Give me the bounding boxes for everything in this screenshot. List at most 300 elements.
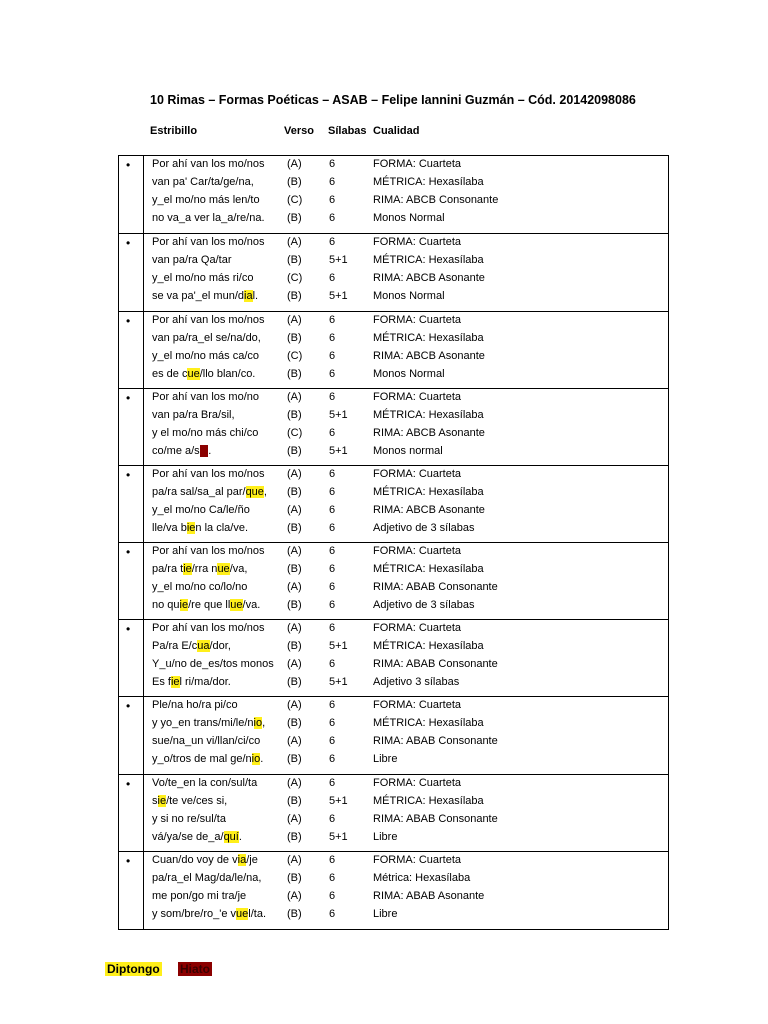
verse-segment: van pa/ra Bra/sil, [152, 409, 235, 421]
verse-row [119, 795, 668, 813]
bullet-icon: • [126, 314, 131, 328]
stanza [119, 388, 668, 466]
verse-text [152, 504, 250, 516]
quality-text: FORMA: Cuarteta [373, 854, 462, 866]
verse-segment: /va. [242, 599, 261, 611]
verse-segment: /llo blan/co. [199, 368, 256, 380]
syllable-count: 6 [329, 176, 336, 188]
verse-segment: y yo_en trans/mi/le/n [152, 717, 254, 729]
verse-segment: /rra n [191, 563, 218, 575]
diptongo-highlight: ie [170, 676, 180, 688]
rhyme-label: (B) [287, 908, 302, 920]
verse-segment: . [260, 753, 264, 765]
verse-row [119, 272, 668, 290]
stanza [119, 156, 668, 233]
syllable-count: 5+1 [329, 290, 348, 302]
diptongo-highlight: ia [244, 290, 253, 302]
quality-text: Monos Normal [373, 290, 445, 302]
syllable-count: 6 [329, 272, 336, 284]
header-cualidad: Cualidad [373, 125, 420, 137]
verse-segment: pa/ra sal/sa_al par/ [152, 486, 246, 498]
verse-segment: Es f [152, 676, 171, 688]
rhyme-label: (B) [287, 176, 302, 188]
quality-text: MÉTRICA: Hexasílaba [373, 176, 484, 188]
verse-text [152, 468, 265, 480]
verse-text [152, 753, 263, 765]
verse-row [119, 831, 668, 849]
rhyme-label: (B) [287, 831, 302, 843]
syllable-count: 6 [329, 504, 336, 516]
diptongo-highlight: ua [197, 640, 210, 652]
rhyme-label: (B) [287, 486, 302, 498]
rhyme-label: (A) [287, 890, 302, 902]
quality-text: MÉTRICA: Hexasílaba [373, 254, 484, 266]
verse-segment: Ple/na ho/ra pi/co [152, 699, 238, 711]
bullet-icon: • [126, 545, 131, 559]
bullet-icon: • [126, 391, 131, 405]
rhyme-label: (A) [287, 854, 302, 866]
syllable-count: 6 [329, 332, 336, 344]
quality-text: MÉTRICA: Hexasílaba [373, 409, 484, 421]
verse-segment: Por ahí van los mo/nos [152, 622, 265, 634]
syllable-count: 6 [329, 486, 336, 498]
diptongo-highlight: quí [223, 831, 239, 843]
rhyme-label: (A) [287, 236, 302, 248]
verse-segment: lle/va b [152, 522, 187, 534]
verse-text [152, 872, 261, 884]
verse-segment: Por ahí van los mo/nos [152, 468, 265, 480]
verse-segment: , [262, 717, 266, 729]
verse-segment: me pon/go mi tra/je [152, 890, 247, 902]
diptongo-highlight: que [245, 486, 264, 498]
syllable-count: 6 [329, 158, 336, 170]
stanza [119, 696, 668, 775]
verse-text [152, 158, 265, 170]
quality-text: RIMA: ABCB Asonante [373, 427, 485, 439]
diptongo-highlight: ue [217, 563, 230, 575]
quality-text: Libre [373, 908, 398, 920]
verse-segment: Por ahí van los mo/nos [152, 158, 265, 170]
verse-segment: y_o/tros de mal ge/n [152, 753, 252, 765]
rhyme-label: (A) [287, 468, 302, 480]
verse-segment: y el mo/no más chi/co [152, 427, 259, 439]
syllable-count: 6 [329, 753, 336, 765]
stanza [119, 465, 668, 543]
diptongo-highlight: io [253, 717, 263, 729]
syllable-count: 6 [329, 777, 336, 789]
quality-text: FORMA: Cuarteta [373, 622, 462, 634]
verse-row [119, 290, 668, 308]
verse-segment: y_el mo/no co/lo/no [152, 581, 248, 593]
verse-text [152, 795, 227, 807]
verse-segment: y si no re/sul/ta [152, 813, 226, 825]
rhyme-label: (B) [287, 409, 302, 421]
quality-text: RIMA: ABCB Asonante [373, 272, 485, 284]
syllable-count: 6 [329, 908, 336, 920]
verse-text [152, 854, 258, 866]
syllable-count: 6 [329, 890, 336, 902]
verse-row [119, 254, 668, 272]
verse-segment: /va, [229, 563, 248, 575]
quality-text: MÉTRICA: Hexasílaba [373, 717, 484, 729]
document-title: 10 Rimas – Formas Poéticas – ASAB – Felipe Iannini Guzmán – Cód. 20142098086 [150, 93, 636, 107]
verse-row [119, 545, 668, 563]
rhyme-label: (B) [287, 290, 302, 302]
quality-text: FORMA: Cuarteta [373, 545, 462, 557]
verse-row [119, 908, 668, 926]
quality-text: FORMA: Cuarteta [373, 699, 462, 711]
diptongo-highlight: ie [183, 563, 192, 575]
verse-row [119, 640, 668, 658]
verse-row [119, 658, 668, 676]
verse-row [119, 777, 668, 795]
verse-text [152, 813, 226, 825]
verse-segment: y_el mo/no más len/to [152, 194, 260, 206]
rhyme-label: (A) [287, 658, 302, 670]
verse-segment: y_el mo/no más ca/co [152, 350, 259, 362]
verse-segment: s [152, 795, 158, 807]
verse-segment: Vo/te_en la con/sul/ta [152, 777, 258, 789]
verse-row [119, 717, 668, 735]
verse-segment: /dor, [209, 640, 231, 652]
verse-row [119, 350, 668, 368]
quality-text: RIMA: ABAB Consonante [373, 813, 498, 825]
verse-text [152, 409, 235, 421]
quality-text: Adjetivo de 3 sílabas [373, 522, 475, 534]
rhyme-label: (A) [287, 735, 302, 747]
verse-row [119, 581, 668, 599]
header-verso: Verso [284, 125, 314, 137]
stanza [119, 542, 668, 620]
stanza [119, 233, 668, 312]
header-silabas: Sílabas [328, 125, 367, 137]
verse-text [152, 777, 257, 789]
syllable-count: 6 [329, 813, 336, 825]
verse-segment: no qu [152, 599, 180, 611]
verse-row [119, 332, 668, 350]
verse-segment: y som/bre/ro_'e v [152, 908, 237, 920]
rhyme-label: (B) [287, 717, 302, 729]
verse-row [119, 699, 668, 717]
quality-text: MÉTRICA: Hexasílaba [373, 563, 484, 575]
verse-segment: Por ahí van los mo/nos [152, 236, 265, 248]
diptongo-highlight: ie [186, 522, 196, 534]
quality-text: Monos Normal [373, 212, 445, 224]
verse-row [119, 314, 668, 332]
syllable-count: 6 [329, 212, 336, 224]
verse-row [119, 236, 668, 254]
verse-row [119, 194, 668, 212]
verse-text [152, 599, 260, 611]
bullet-icon: • [126, 158, 131, 172]
verse-text [152, 212, 265, 224]
verse-row [119, 504, 668, 522]
verse-text [152, 699, 238, 711]
verse-text [152, 176, 254, 188]
bullet-icon: • [126, 777, 131, 791]
bullet-icon: • [126, 854, 131, 868]
rhyme-label: (C) [287, 194, 303, 206]
rhyme-label: (A) [287, 158, 302, 170]
verse-text [152, 831, 242, 843]
verse-segment: Por ahí van los mo/no [152, 391, 260, 403]
verse-segment: vá/ya/se de_a/ [152, 831, 224, 843]
quality-text: MÉTRICA: Hexasílaba [373, 332, 484, 344]
syllable-count: 6 [329, 872, 336, 884]
quality-text: RIMA: ABCB Asonante [373, 350, 485, 362]
quality-text: MÉTRICA: Hexasílaba [373, 486, 484, 498]
verse-text [152, 368, 255, 380]
quality-text: RIMA: ABAB Consonante [373, 735, 498, 747]
legend-diptongo: Diptongo [107, 962, 160, 976]
quality-text: Monos Normal [373, 368, 445, 380]
syllable-count: 6 [329, 522, 336, 534]
syllable-count: 5+1 [329, 831, 348, 843]
quality-text: Métrica: Hexasílaba [373, 872, 471, 884]
verse-text [152, 522, 248, 534]
quality-text: FORMA: Cuarteta [373, 391, 462, 403]
verse-segment: l/ta. [248, 908, 267, 920]
verse-row [119, 368, 668, 386]
verse-text [152, 563, 247, 575]
verse-segment: l ri/ma/dor. [179, 676, 231, 688]
rhyme-label: (B) [287, 753, 302, 765]
rhyme-label: (B) [287, 640, 302, 652]
quality-text: Libre [373, 753, 398, 765]
rhyme-label: (A) [287, 581, 302, 593]
quality-text: RIMA: ABCB Consonante [373, 194, 499, 206]
quality-text: MÉTRICA: Hexasílaba [373, 795, 484, 807]
verse-text [152, 735, 260, 747]
syllable-count: 5+1 [329, 409, 348, 421]
stanza [119, 774, 668, 852]
verse-segment: /je [246, 854, 258, 866]
quality-text: MÉTRICA: Hexasílaba [373, 640, 484, 652]
diptongo-highlight: ue [230, 599, 243, 611]
quality-text: Monos normal [373, 445, 443, 457]
rhyme-label: (B) [287, 445, 302, 457]
quality-text: RIMA: ABAB Consonante [373, 658, 498, 670]
verse-text [152, 272, 253, 284]
rhyme-label: (A) [287, 545, 302, 557]
verse-segment: Pa/ra E/c [152, 640, 198, 652]
syllable-count: 5+1 [329, 445, 348, 457]
verse-row [119, 753, 668, 771]
syllable-count: 6 [329, 236, 336, 248]
rhyme-label: (B) [287, 676, 302, 688]
verse-text [152, 290, 258, 302]
rhyme-label: (B) [287, 795, 302, 807]
quality-text: RIMA: ABAB Asonante [373, 890, 485, 902]
syllable-count: 6 [329, 854, 336, 866]
verse-row [119, 391, 668, 409]
syllable-count: 6 [329, 735, 336, 747]
verse-row [119, 622, 668, 640]
verse-text [152, 332, 261, 344]
verse-row [119, 813, 668, 831]
quality-text: RIMA: ABCB Asonante [373, 504, 485, 516]
bullet-icon: • [126, 468, 131, 482]
rhyme-label: (A) [287, 777, 302, 789]
verse-segment: Por ahí van los mo/nos [152, 314, 265, 326]
stanza [119, 619, 668, 697]
verse-segment: no va_a ver la_a/re/na. [152, 212, 265, 224]
bullet-icon: • [126, 699, 131, 713]
verse-row [119, 563, 668, 581]
diptongo-highlight: ie [157, 795, 167, 807]
syllable-count: 5+1 [329, 676, 348, 688]
verse-row [119, 427, 668, 445]
quality-text: FORMA: Cuarteta [373, 314, 462, 326]
diptongo-highlight: ia [237, 854, 247, 866]
verse-segment: es de c [152, 368, 188, 380]
verse-text [152, 581, 247, 593]
verse-row [119, 854, 668, 872]
verse-row [119, 468, 668, 486]
syllable-count: 5+1 [329, 795, 348, 807]
verse-text [152, 658, 274, 670]
verse-segment: Y_u/no de_es/tos monos [152, 658, 274, 670]
syllable-count: 6 [329, 391, 336, 403]
verse-row [119, 409, 668, 427]
quality-text: FORMA: Cuarteta [373, 236, 462, 248]
verse-text [152, 545, 265, 557]
verse-segment: y_el mo/no Ca/le/ño [152, 504, 250, 516]
quality-text: Adjetivo 3 sílabas [373, 676, 460, 688]
verse-row [119, 890, 668, 908]
verse-text [152, 391, 259, 403]
verse-text [152, 314, 265, 326]
verse-text [152, 236, 265, 248]
verse-segment: sue/na_un vi/llan/ci/co [152, 735, 261, 747]
verse-segment: /te ve/ces si, [166, 795, 228, 807]
verse-segment: pa/ra t [152, 563, 184, 575]
quality-text: FORMA: Cuarteta [373, 468, 462, 480]
verse-text [152, 890, 246, 902]
verse-segment: van pa/ra Qa/tar [152, 254, 232, 266]
verse-row [119, 212, 668, 230]
verse-row [119, 158, 668, 176]
verse-segment: /re que ll [188, 599, 231, 611]
quality-text: Adjetivo de 3 sílabas [373, 599, 475, 611]
verse-segment: van pa/ra_el se/na/do, [152, 332, 261, 344]
syllable-count: 6 [329, 368, 336, 380]
syllable-count: 6 [329, 194, 336, 206]
verse-segment: n la cla/ve. [195, 522, 249, 534]
rhyme-label: (B) [287, 599, 302, 611]
verse-segment: pa/ra_el Mag/da/le/na, [152, 872, 262, 884]
syllable-count: 6 [329, 717, 336, 729]
verse-text [152, 350, 259, 362]
diptongo-highlight: ue [187, 368, 200, 380]
syllable-count: 6 [329, 658, 336, 670]
diptongo-highlight: ue [236, 908, 249, 920]
verse-segment: . [238, 831, 242, 843]
verse-segment: . [208, 445, 212, 457]
legend-hiato: Hiato [180, 962, 210, 976]
syllable-count: 6 [329, 350, 336, 362]
verse-text [152, 427, 258, 439]
bullet-icon: • [126, 236, 131, 250]
rhyme-label: (C) [287, 427, 303, 439]
syllable-count: 6 [329, 581, 336, 593]
rhyme-label: (B) [287, 254, 302, 266]
rhyme-label: (B) [287, 368, 302, 380]
syllable-count: 6 [329, 599, 336, 611]
rhyme-label: (A) [287, 314, 302, 326]
diptongo-highlight: ie [179, 599, 189, 611]
syllable-count: 6 [329, 699, 336, 711]
verse-row [119, 176, 668, 194]
verse-row [119, 599, 668, 617]
syllable-count: 6 [329, 622, 336, 634]
rhyme-label: (A) [287, 813, 302, 825]
verse-row [119, 445, 668, 463]
verse-row [119, 676, 668, 694]
verse-row [119, 486, 668, 504]
verse-text [152, 486, 267, 498]
verse-text [152, 254, 232, 266]
rhyme-label: (A) [287, 391, 302, 403]
verse-row [119, 872, 668, 890]
syllable-count: 5+1 [329, 640, 348, 652]
verse-row [119, 735, 668, 753]
rhyme-label: (B) [287, 522, 302, 534]
verse-segment: l. [252, 290, 259, 302]
rhyme-label: (A) [287, 622, 302, 634]
rhyme-label: (A) [287, 504, 302, 516]
rhyme-label: (C) [287, 350, 303, 362]
verse-segment: co/me a/s [152, 445, 200, 457]
syllable-count: 6 [329, 314, 336, 326]
syllable-count: 6 [329, 545, 336, 557]
rhyme-label: (B) [287, 332, 302, 344]
bullet-icon: • [126, 622, 131, 636]
rhyme-label: (C) [287, 272, 303, 284]
quality-text: RIMA: ABAB Consonante [373, 581, 498, 593]
rhyme-label: (B) [287, 872, 302, 884]
verse-text [152, 717, 265, 729]
verse-text [152, 445, 211, 457]
verse-segment: se va pa'_el mun/d [152, 290, 244, 302]
rhyme-label: (A) [287, 699, 302, 711]
verse-text [152, 194, 260, 206]
quality-text: Libre [373, 831, 398, 843]
verse-text [152, 640, 231, 652]
syllable-count: 6 [329, 468, 336, 480]
verse-row [119, 522, 668, 540]
quality-text: FORMA: Cuarteta [373, 158, 462, 170]
rhyme-table [118, 155, 669, 930]
verse-text [152, 622, 265, 634]
verse-segment: , [263, 486, 267, 498]
hiato-highlight: ai [199, 445, 209, 457]
stanza [119, 311, 668, 389]
verse-segment: y_el mo/no más ri/co [152, 272, 254, 284]
syllable-count: 6 [329, 563, 336, 575]
stanza [119, 851, 668, 932]
quality-text: FORMA: Cuarteta [373, 777, 462, 789]
diptongo-highlight: io [251, 753, 261, 765]
syllable-count: 6 [329, 427, 336, 439]
verse-segment: Por ahí van los mo/nos [152, 545, 265, 557]
verse-text [152, 676, 231, 688]
verse-text [152, 908, 266, 920]
rhyme-label: (B) [287, 212, 302, 224]
verse-segment: van pa' Car/ta/ge/na, [152, 176, 254, 188]
verse-segment: Cuan/do voy de v [152, 854, 238, 866]
header-estribillo: Estribillo [150, 125, 198, 137]
